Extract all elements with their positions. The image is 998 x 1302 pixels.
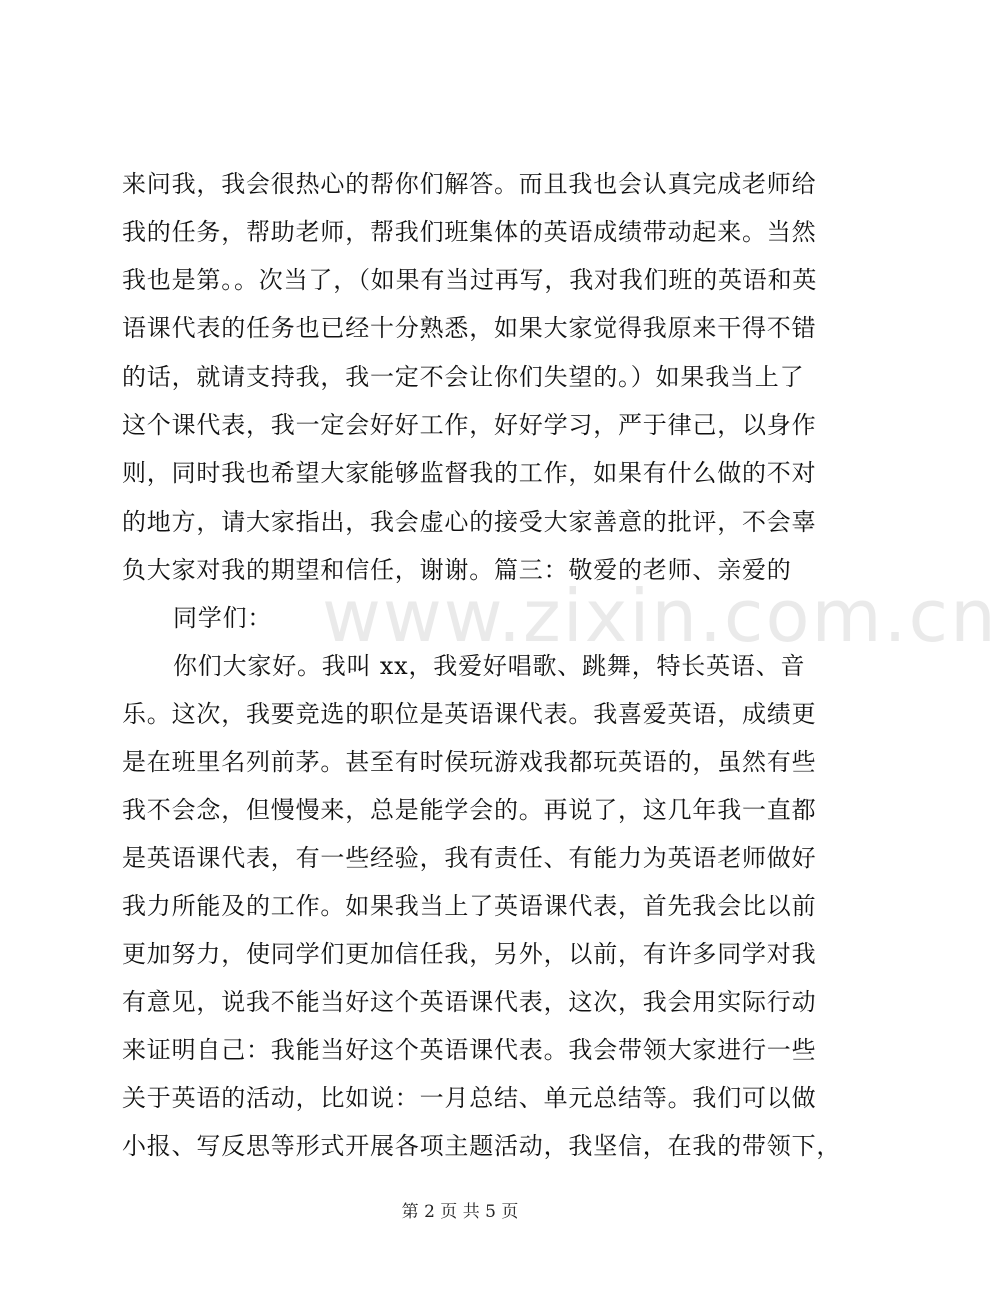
body-line: 我力所能及的工作。如果我当上了英语课代表，首先我会比以前 (122, 892, 817, 920)
body-line: 的地方，请大家指出，我会虚心的接受大家善意的批评，不会辜 (122, 508, 817, 536)
body-line: 是英语课代表，有一些经验，我有责任、有能力为英语老师做好 (122, 844, 817, 872)
body-line: 你们大家好。我叫 xx，我爱好唱歌、跳舞，特长英语、音 (173, 652, 806, 680)
body-line: 我不会念，但慢慢来，总是能学会的。再说了，这几年我一直都 (122, 796, 817, 824)
body-line: 关于英语的活动，比如说：一月总结、单元总结等。我们可以做 (122, 1084, 817, 1112)
body-line: 语课代表的任务也已经十分熟悉，如果大家觉得我原来干得不错 (122, 314, 817, 342)
body-line: 乐。这次，我要竞选的职位是英语课代表。我喜爱英语，成绩更 (122, 700, 817, 728)
body-line: 是在班里名列前茅。甚至有时侯玩游戏我都玩英语的，虽然有些 (122, 748, 817, 776)
body-line: 来问我，我会很热心的帮你们解答。而且我也会认真完成老师给 (122, 170, 817, 198)
body-line: 这个课代表，我一定会好好工作，好好学习，严于律己，以身作 (122, 411, 817, 439)
body-line: 我也是第。。次当了，（如果有当过再写，我对我们班的英语和英 (122, 266, 818, 294)
body-line: 则，同时我也希望大家能够监督我的工作，如果有什么做的不对 (122, 459, 817, 487)
body-line: 有意见，说我不能当好这个英语课代表，这次，我会用实际行动 (122, 988, 817, 1016)
body-line: 来证明自己：我能当好这个英语课代表。我会带领大家进行一些 (122, 1036, 817, 1064)
page-number-footer: 第 2 页 共 5 页 (401, 1202, 519, 1222)
body-line: 同学们： (173, 604, 273, 632)
body-line: 我的任务，帮助老师，帮我们班集体的英语成绩带动起来。当然 (122, 218, 817, 246)
watermark: www.zixin.com.cn (322, 574, 998, 658)
body-line: 小报、写反思等形式开展各项主题活动，我坚信，在我的带领下， (122, 1132, 842, 1160)
body-line: 更加努力，使同学们更加信任我，另外，以前，有许多同学对我 (122, 940, 817, 968)
body-line: 的话，就请支持我，我一定不会让你们失望的。）如果我当上了 (122, 363, 805, 391)
body-line: 负大家对我的期望和信任，谢谢。篇三：敬爱的老师、亲爱的 (122, 556, 792, 584)
